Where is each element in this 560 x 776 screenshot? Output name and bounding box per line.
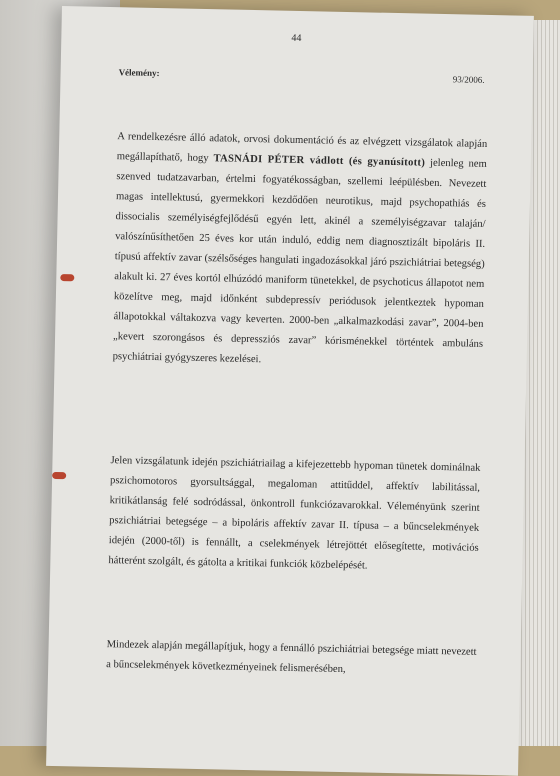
binder-ring-bottom <box>52 472 66 479</box>
section-heading: Vélemény: <box>118 67 160 79</box>
document-page <box>46 6 534 776</box>
paragraph-conclusion: Mindezek alapján megállapítjuk, hogy a fennálló pszichiátriai betegsége miatt nevezett a bűncselekmények következményeinek felismerésében, <box>106 639 477 676</box>
case-number: 93/2006. <box>452 74 485 85</box>
paragraph-text: A rendelkezésre álló adatok, orvosi dokumentáció és az elvégzett vizsgálatok alapján megállapíthatő, hogy <box>116 131 488 165</box>
defendant-name: TASNÁDI PÉTER vádlott (és gyanúsított) <box>213 153 426 169</box>
paragraph-examination: Jelen vizsgálatunk idején pszichiátriailag a kifejezettebb hypoman tünetek dominálnak pszichomotoros gyorsultsággal, megaloman attitűddel, affektív labilitással, kritikátlanság felé sodródással, önkontroll funkciózavarokkal. Véleményünk szerint pszichiátriai betegsége – a bipoláris affektív zavar II. típusa – a bűncselekmények idején (2000-től) is fennállt, a cselekmények létrejöttét elősegítette, motivációs hátterént szolgált, és gátolta a kritikai funkciók közbelépését. <box>108 455 481 572</box>
binder-ring-top <box>60 274 74 281</box>
paragraph-opinion <box>112 127 487 375</box>
page-number: 44 <box>291 32 302 45</box>
paragraph-text: jelenleg nem szenved tudatzavarban, értelmi fogyatékosságban, szellemi leépülésben. Nevezett magas intellektusú, gyermekkori kezdődően neurotikus, majd psychopathiás és dissocialis személyiségfejlődésű egyén lett, akinél a személyiségzavar talaján/ valószínűsíthetően 25 éves kor után induló, eddig nem diagnosztizált bipoláris II. típusú affektív zavar (szélsőséges hangulati ingadozásokkal járó pszichiátriai betegség) alakult ki. 27 éves kortól elhúzódó maniform tünetekkel, de psychoticus állapotot nem közelítve meg, majd időnként subdepressív periódusok jelentkeztek hypoman állapotokkal váltakozva vagy keverten. 2000-ben „alkalmazkodási zavar”, 2004-ben „kevert szorongásos és depressziós zavar” kórisménekkel történtek ambuláns psychiátriai gyógyszeres kezelései. <box>112 157 487 366</box>
